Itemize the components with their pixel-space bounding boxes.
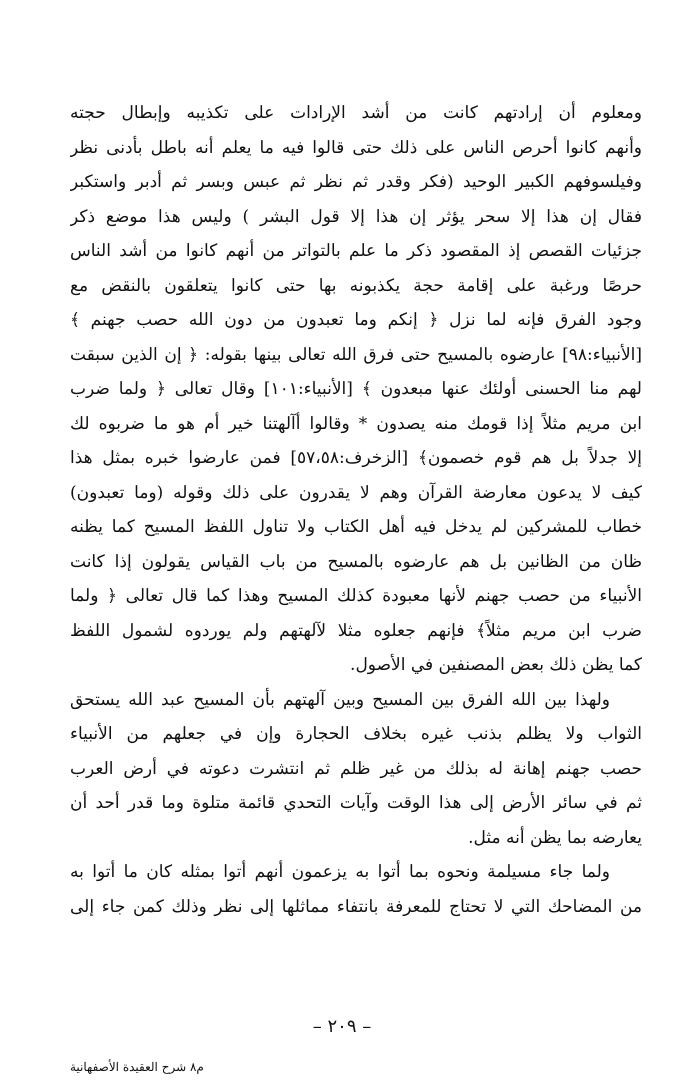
text-line: الأنبياء من حصب جهنم لأنها معبودة كذلك المسيح وهذا كما قال تعالى ﴿ ولما [70, 586, 642, 606]
text-line: وأنهم كانوا أحرص الناس على ذلك حتى قالوا فيه ما يعلم أنه باطل بأدنى نظر [70, 137, 642, 158]
text-line: ظان من الظانين بل هم عارضوه بالمسيح من باب القياس يقولون إذا كانت [70, 551, 642, 572]
text-line: إلا جدلاً بل هم قوم خصمون﴾ [الزخرف:٥٧،٥٨] فمن عارضوا خبره بمثل هذا [70, 448, 642, 468]
footer-signature: م٨ شرح العقيدة الأصفهانية [70, 1060, 204, 1074]
text-line: لهم منا الحسنى أولئك عنها مبعدون ﴾ [الأنبياء:١٠١] وقال تعالى ﴿ ولما ضرب [70, 379, 642, 399]
text-line: ومعلوم أن إرادتهم كانت من أشد الإرادات على تكذيبه وإبطال حجته [70, 103, 642, 123]
text-line: ولهذا بين الله الفرق بين المسيح وبين آلهتهم بأن المسيح عبد الله يستحق [70, 689, 610, 710]
text-line: فقال إن هذا إلا سحر يؤثر إن هذا إلا قول البشر ) وليس هذا موضع ذكر [70, 206, 642, 227]
text-line: حرصًا ورغبة على إقامة حجة يكذبونه بها حتى كانوا يتعلقون بالنقض مع [70, 275, 642, 296]
body-text [70, 96, 642, 924]
text-line: جزئيات القصص إذ المقصود ذكر ما علم بالتواتر من أنهم كانوا من أشد الناس [70, 241, 642, 261]
text-line: يعارضه بما يظن أنه مثل. [468, 827, 642, 848]
text-line: ابن مريم مثلاً إذا قومك منه يصدون * وقالوا أآلهتنا خير أم هو ما ضربوه لك [70, 413, 642, 434]
text-line: كيف لا يدعون معارضة القرآن وهم لا يقدرون على ذلك وقوله (وما تعبدون) [70, 482, 642, 503]
text-line: وفيلسوفهم الكبير الوحيد (فكر وقدر ثم نظر ثم عبس وبسر ثم أدبر واستكبر [70, 172, 642, 192]
text-line: من المضاحك التي لا تحتاج للمعرفة بانتفاء مماثلها إلى نظر وذلك كمن جاء إلى [70, 896, 642, 917]
page-number: – ٢٠٩ – [312, 1016, 372, 1037]
text-line: خطاب للمشركين لم يدخل فيه أهل الكتاب ولا تناول اللفظ المسيح كما يظنه [70, 517, 642, 537]
text-line: ضرب ابن مريم مثلاً﴾ فإنهم جعلوه مثلا لآلهتهم ولم يوردوه لشمول اللفظ [70, 620, 642, 641]
text-line: الثواب ولا يظلم بذنب غيره بخلاف الحجارة وإن في جعلهم من الأنبياء [70, 724, 642, 744]
text-line: ثم في سائر الأرض إلى هذا الوقت وآيات التحدي قائمة متلوة وما قدر أحد أن [70, 793, 642, 813]
text-line: ولما جاء مسيلمة ونحوه بما أتوا به يزعمون أنهم أتوا بمثله كان ما أتوا به [70, 862, 610, 882]
text-line: حصب جهنم إهانة له بذلك من غير ظلم ثم انتشرت دعوته في أرض العرب [70, 758, 642, 779]
text-line: [الأنبياء:٩٨] عارضوه بالمسيح حتى فرق الله تعالى بينها بقوله: ﴿ إن الذين سبقت [70, 344, 642, 365]
text-line: وجود الفرق فإنه لما نزل ﴿ إنكم وما تعبدون من دون الله حصب جهنم ﴾ [70, 310, 642, 330]
text-line: كما يظن ذلك بعض المصنفين في الأصول. [350, 655, 642, 675]
